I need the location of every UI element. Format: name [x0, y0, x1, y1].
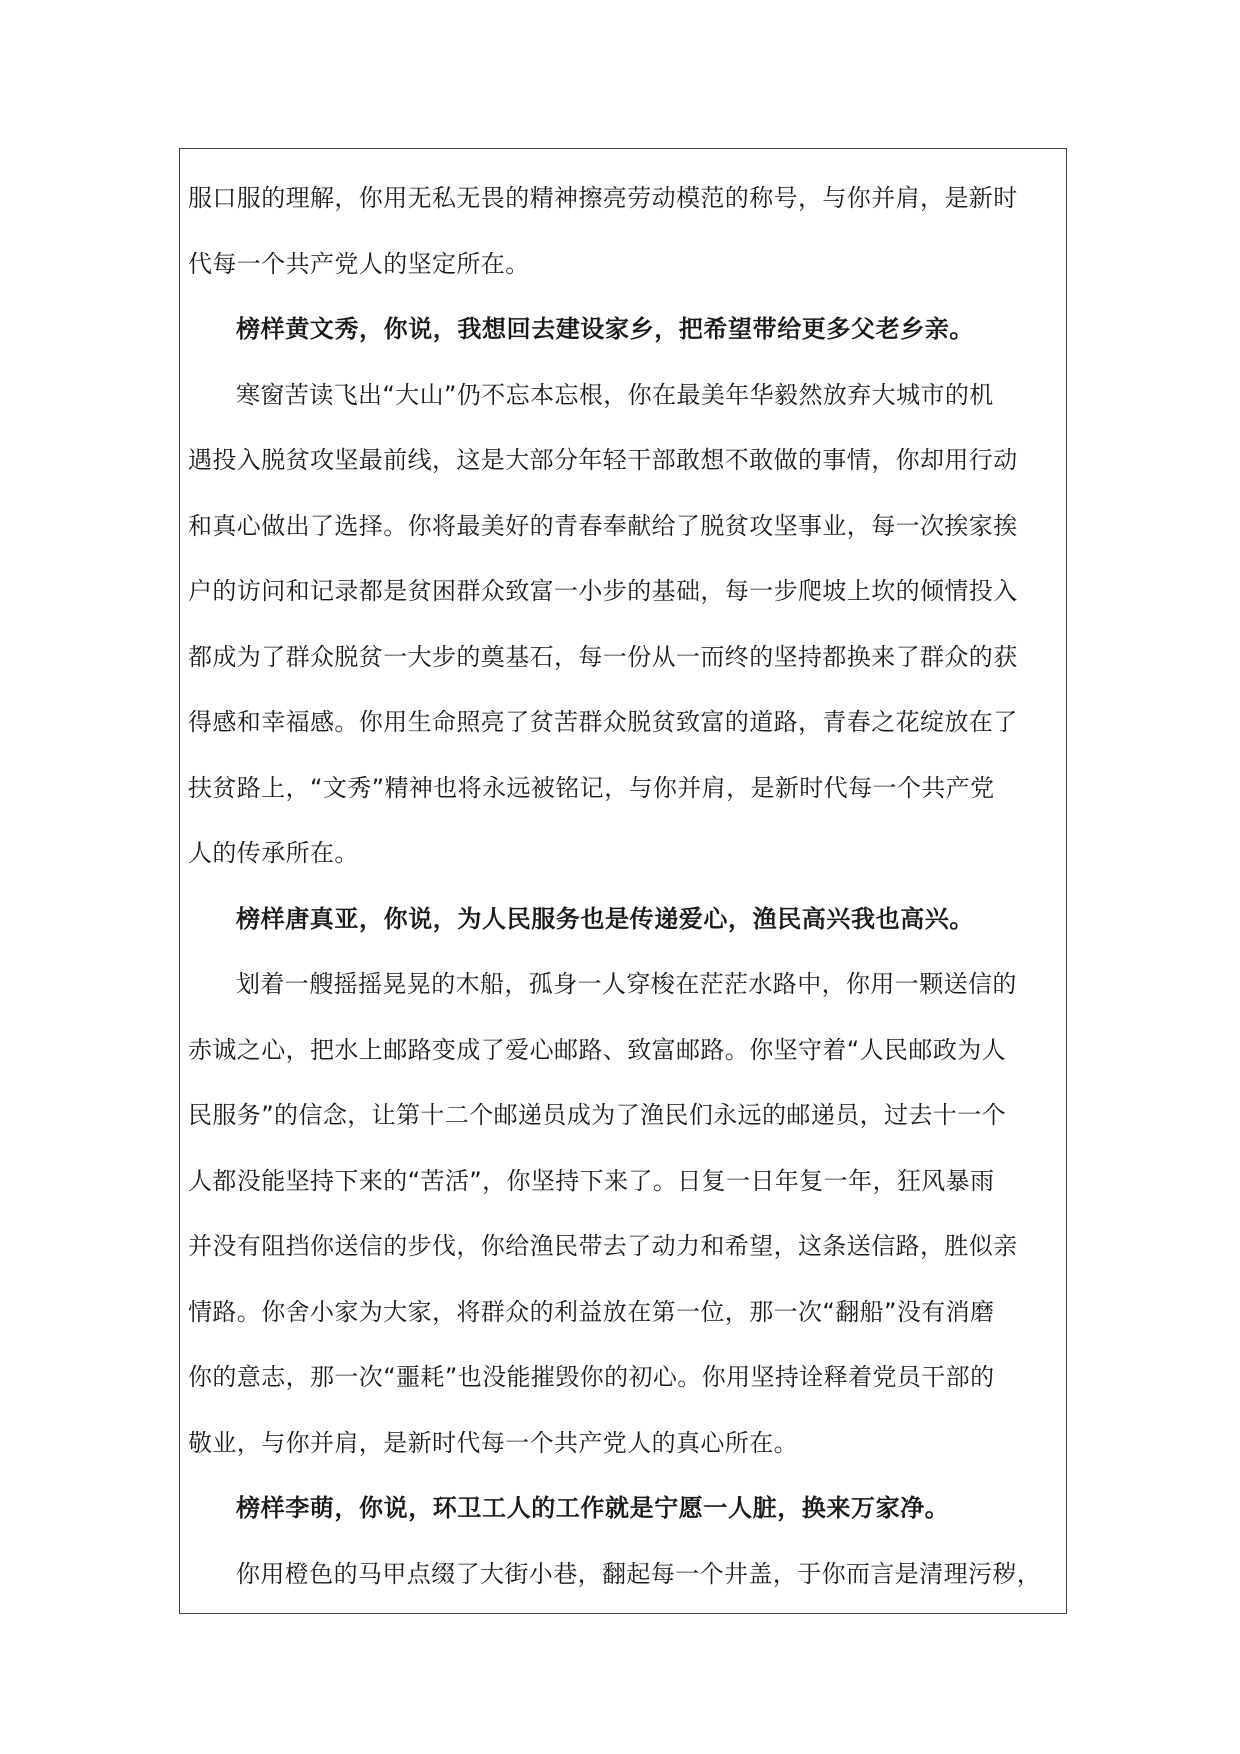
paragraph-line: 扶贫路上，“文秀”精神也将永远被铭记，与你并肩，是新时代每一个共产党: [188, 773, 995, 802]
section-heading: 榜样唐真亚，你说，为人民服务也是传递爱心，渔民高兴我也高兴。: [236, 904, 974, 933]
paragraph-line: 都成为了群众脱贫一大步的奠基石，每一份从一而终的坚持都换来了群众的获: [188, 642, 1018, 671]
paragraph-line: 户的访问和记录都是贫困群众致富一小步的基础，每一步爬坡上坎的倾情投入: [188, 577, 1018, 605]
paragraph-line: 遇投入脱贫攻坚最前线，这是大部分年轻干部敢想不敢做的事情，你却用行动: [188, 446, 1018, 474]
paragraph-line: 赤诚之心，把水上邮路变成了爱心邮路、致富邮路。你坚守着“人民邮政为人: [188, 1035, 1007, 1064]
paragraph-line: 代每一个共产党人的坚定所在。: [188, 249, 530, 278]
paragraph-line: 情路。你舍小家为大家，将群众的利益放在第一位，那一次“翻船”没有消磨: [188, 1297, 995, 1326]
document-body: [188, 166, 1052, 1607]
paragraph-line: 和真心做出了选择。你将最美好的青春奉献给了脱贫攻坚事业，每一次挨家挨: [188, 511, 1018, 540]
section-heading: 榜样黄文秀，你说，我想回去建设家乡，把希望带给更多父老乡亲。: [236, 315, 974, 343]
paragraph-line: 划着一艘摇摇晃晃的木船，孤身一人穿梭在茫茫水路中，你用一颗送信的: [236, 970, 1017, 998]
paragraph-line: 得感和幸福感。你用生命照亮了贫苦群众脱贫致富的道路，青春之花绽放在了: [188, 708, 1018, 736]
paragraph-line: 并没有阻挡你送信的步伐，你给渔民带去了动力和希望，这条送信路，胜似亲: [188, 1232, 1018, 1260]
paragraph-line: 敬业，与你并肩，是新时代每一个共产党人的真心所在。: [188, 1428, 798, 1457]
paragraph-line: 你用橙色的马甲点缀了大街小巷，翻起每一个井盖，于你而言是清理污秽，: [236, 1559, 1042, 1588]
paragraph-line: 寒窗苦读飞出“大山”仍不忘本忘根，你在最美年华毅然放弃大城市的机: [236, 380, 994, 409]
section-heading: 榜样李萌，你说，环卫工人的工作就是宁愿一人脏，换来万家净。: [236, 1494, 950, 1522]
paragraph-line: 服口服的理解，你用无私无畏的精神擦亮劳动模范的称号，与你并肩，是新时: [188, 184, 1018, 212]
paragraph-line: 人都没能坚持下来的“苦活”，你坚持下来了。日复一日年复一年，狂风暴雨: [188, 1166, 995, 1195]
paragraph-line: 民服务”的信念，让第十二个邮递员成为了渔民们永远的邮递员，过去十一个: [188, 1101, 1007, 1129]
paragraph-line: 人的传承所在。: [188, 839, 359, 867]
paragraph-line: 你的意志，那一次“噩耗”也没能摧毁你的初心。你用坚持诠释着党员干部的: [188, 1363, 995, 1391]
